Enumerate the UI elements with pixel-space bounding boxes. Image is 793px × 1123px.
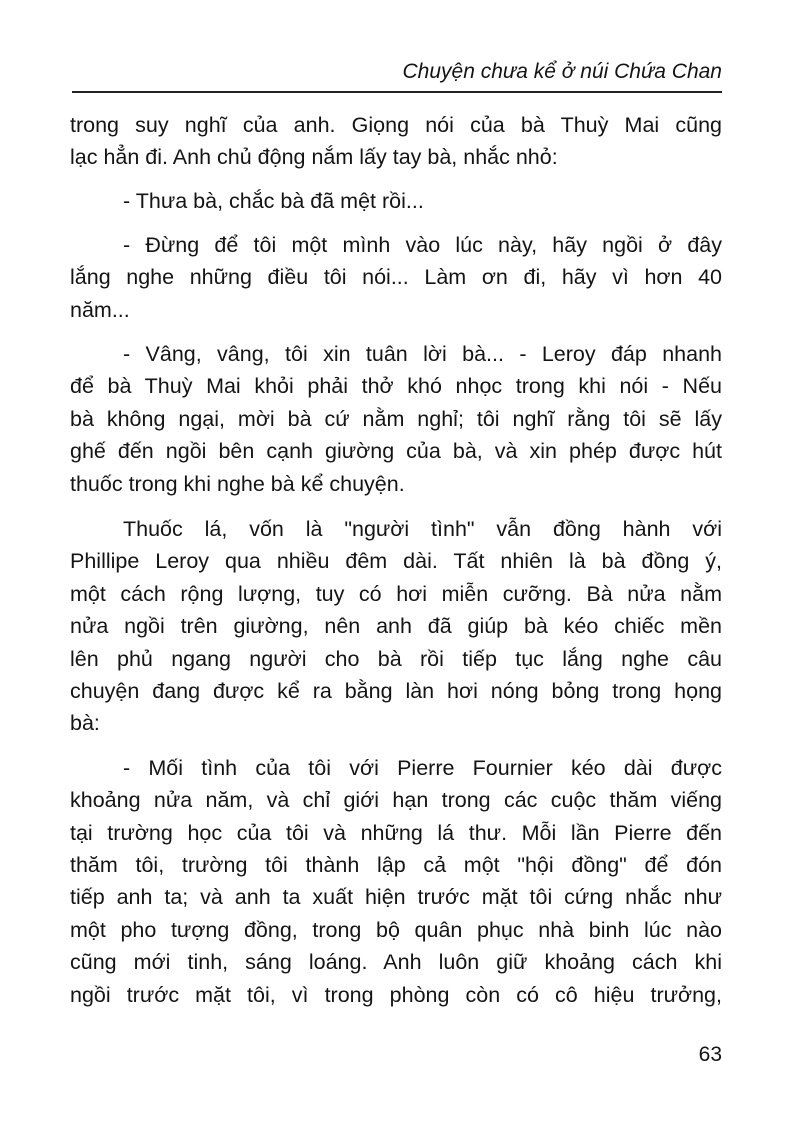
text-line: Phillipe Leroy qua nhiều đêm dài. Tất nhiên là bà đồng ý, [70,549,722,573]
text-line: tiếp anh ta; và anh ta xuất hiện trước mặt tôi cứng nhắc như [70,885,722,909]
page-number: 63 [698,1043,722,1066]
text-line: - Thưa bà, chắc bà đã mệt rồi... [123,189,424,213]
text-line: năm... [70,298,130,322]
text-line: trong suy nghĩ của anh. Giọng nói của bà Thuỳ Mai cũng [70,113,722,137]
text-line: tại trường học của tôi và những lá thư. Mỗi lần Pierre đến [70,821,722,845]
text-line: - Đừng để tôi một mình vào lúc này, hãy ngồi ở đây [123,233,722,257]
text-line: - Vâng, vâng, tôi xin tuân lời bà... - Leroy đáp nhanh [123,342,722,366]
header-rule [72,91,722,93]
text-line: lạc hẳn đi. Anh chủ động nắm lấy tay bà, nhắc nhỏ: [70,145,558,169]
text-line: khoảng nửa năm, và chỉ giới hạn trong các cuộc thăm viếng [70,788,722,812]
text-line: một pho tượng đồng, trong bộ quân phục nhà binh lúc nào [70,918,722,942]
text-line: lên phủ ngang người cho bà rồi tiếp tục lắng nghe câu [70,647,722,671]
text-line: Thuốc lá, vốn là "người tình" vẫn đồng hành với [123,517,722,541]
text-line: để bà Thuỳ Mai khỏi phải thở khó nhọc trong khi nói - Nếu [70,374,722,398]
text-line: cũng mới tinh, sáng loáng. Anh luôn giữ khoảng cách khi [70,950,722,974]
text-line: ghế đến ngồi bên cạnh giường của bà, và xin phép được hút [70,439,722,463]
text-line: thăm tôi, trường tôi thành lập cả một "hội đồng" để đón [70,853,722,877]
text-line: ngồi trước mặt tôi, vì trong phòng còn có cô hiệu trưởng, [70,983,722,1007]
running-header: Chuyện chưa kể ở núi Chứa Chan [402,60,722,83]
text-line: bà: [70,711,100,735]
text-line: thuốc trong khi nghe bà kể chuyện. [70,472,405,496]
text-line: bà không ngại, mời bà cứ nằm nghỉ; tôi nghĩ rằng tôi sẽ lấy [70,407,722,431]
text-line: một cách rộng lượng, tuy có hơi miễn cưỡng. Bà nửa nằm [70,582,722,606]
text-line: lắng nghe những điều tôi nói... Làm ơn đi, hãy vì hơn 40 [70,265,722,289]
text-line: chuyện đang được kể ra bằng làn hơi nóng bỏng trong họng [70,679,722,703]
text-line: nửa ngồi trên giường, nên anh đã giúp bà kéo chiếc mền [70,614,722,638]
text-line: - Mối tình của tôi với Pierre Fournier kéo dài được [123,756,722,780]
